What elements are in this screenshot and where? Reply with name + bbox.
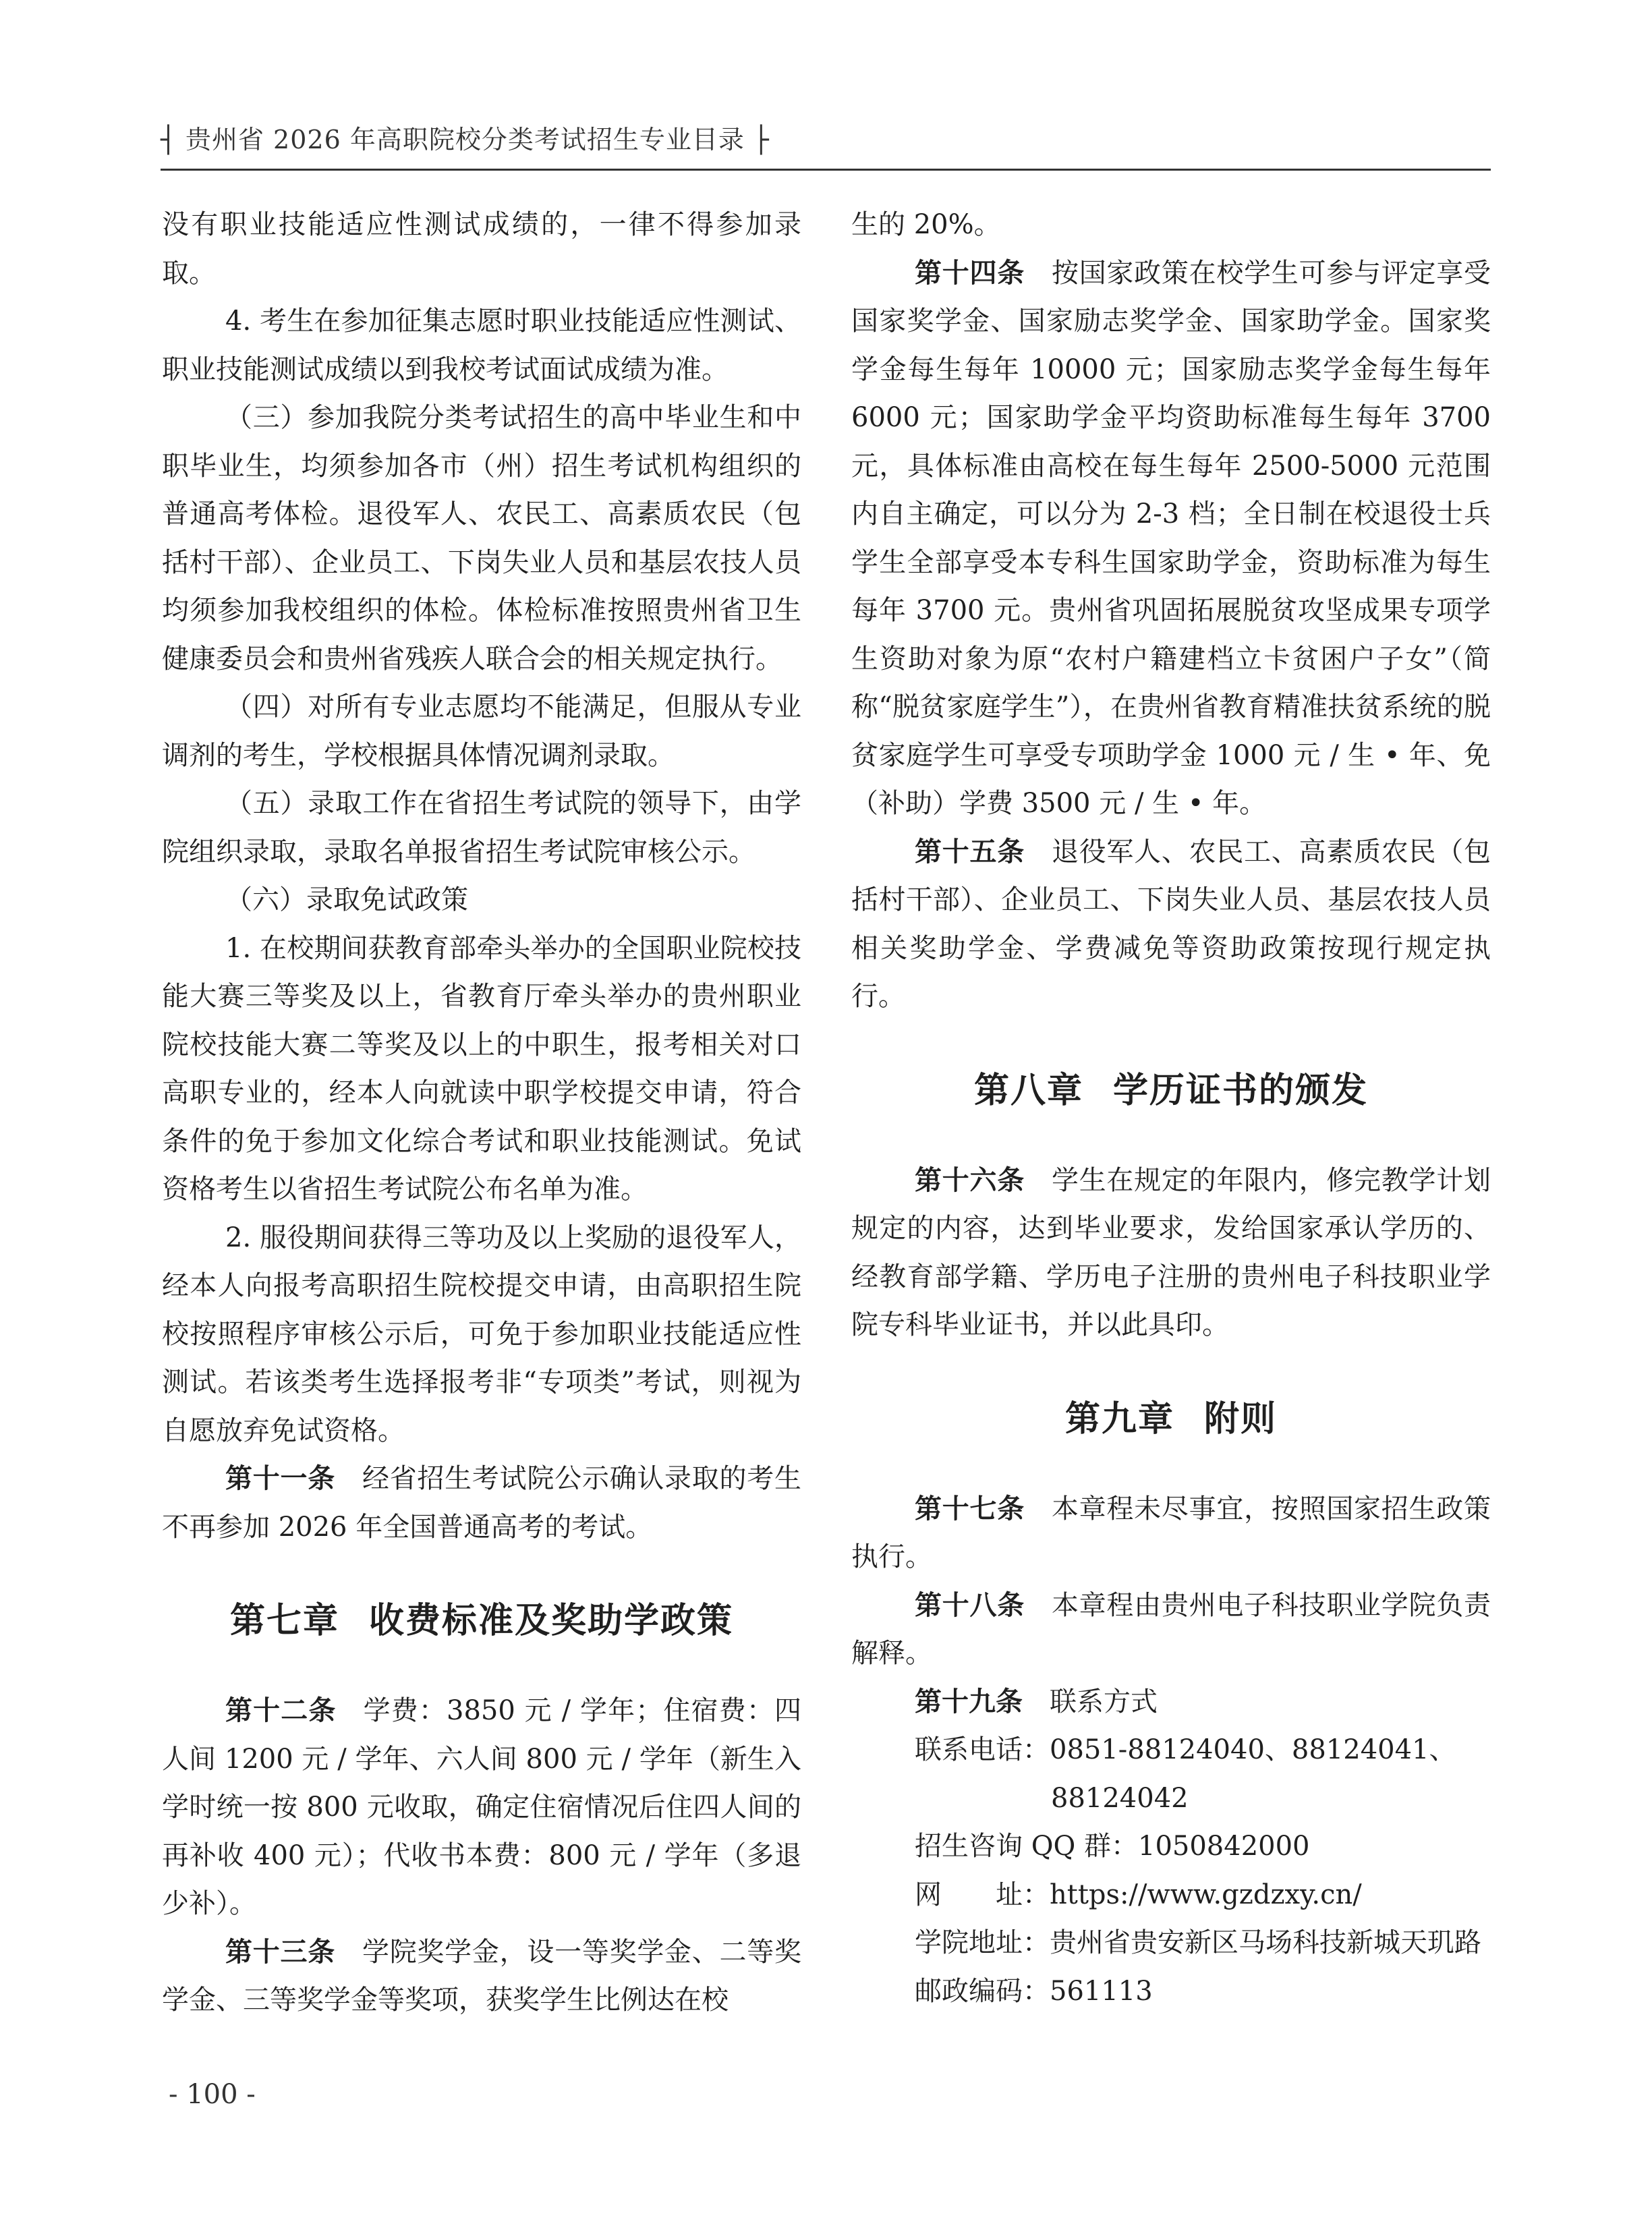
paragraph: 4. 考生在参加征集志愿时职业技能适应性测试、职业技能测试成绩以到我校考试面试成绩为准。 bbox=[162, 306, 801, 385]
article-label: 第十五条 bbox=[915, 836, 1025, 867]
page-number: - 100 - bbox=[169, 2079, 256, 2110]
chapter-number: 第九章 bbox=[1064, 1398, 1174, 1439]
paragraph: （五）录取工作在省招生考试院的领导下，由学院组织录取，录取名单报省招生考试院审核公示。 bbox=[162, 788, 801, 867]
paragraph: （六）录取免试政策 bbox=[225, 884, 468, 915]
contact-phone-continued: 88124042 bbox=[1051, 1782, 1189, 1814]
article-text: 本章程由贵州电子科技职业学院负责解释。 bbox=[851, 1589, 1491, 1669]
chapter-9-heading bbox=[851, 1390, 1491, 1441]
header-rule bbox=[161, 169, 1491, 171]
chapter-7-heading bbox=[162, 1592, 801, 1643]
article-label: 第十三条 bbox=[225, 1936, 335, 1968]
chapter-8-heading bbox=[851, 1062, 1491, 1112]
article-15 bbox=[851, 828, 1491, 1021]
article-label: 第十二条 bbox=[225, 1695, 337, 1726]
chapter-title: 附则 bbox=[1204, 1398, 1278, 1439]
contact-qq: 招生咨询 QQ 群：1050842000 bbox=[915, 1831, 1310, 1862]
article-11 bbox=[162, 1455, 801, 1551]
article-19 bbox=[851, 1678, 1491, 1727]
chapter-number: 第八章 bbox=[973, 1070, 1083, 1111]
paragraph: （四）对所有专业志愿均不能满足，但服从专业调剂的考生，学校根据具体情况调剂录取。 bbox=[162, 691, 801, 771]
article-label: 第十七条 bbox=[915, 1493, 1025, 1524]
article-label: 第十九条 bbox=[915, 1686, 1023, 1717]
article-label: 第十四条 bbox=[915, 257, 1025, 289]
article-text: 学费：3850 元 / 学年；住宿费：四人间 1200 元 / 学年、六人间 800 元 / 学年（新生入学时统一按 800 元收取，确定住宿情况后住四人间的再补收 400 元）；代收书本费：800 元 / 学年（多退少补）。 bbox=[162, 1695, 802, 1919]
article-text: 学院奖学金，设一等奖学金、二等奖学金、三等奖学金等奖项，获奖学生比例达在校 bbox=[162, 1936, 802, 2016]
paragraph: （三）参加我院分类考试招生的高中毕业生和中职毕业生，均须参加各市（州）招生考试机构组织的普通高考体检。退役军人、农民工、高素质农民（包括村干部）、企业员工、下岗失业人员和基层农技人员均须参加我校组织的体检。体检标准按照贵州省卫生健康委员会和贵州省残疾人联合会的相关规定执行。 bbox=[162, 402, 801, 675]
article-12 bbox=[162, 1687, 801, 1929]
article-17 bbox=[851, 1485, 1491, 1582]
left-column bbox=[162, 201, 801, 2025]
article-text: 经省招生考试院公示确认录取的考生不再参加 2026 年全国普通高考的考试。 bbox=[162, 1463, 802, 1543]
chapter-title: 收费标准及奖助学政策 bbox=[369, 1601, 734, 1641]
article-text: 本章程未尽事宜，按照国家招生政策执行。 bbox=[851, 1493, 1491, 1572]
article-label: 第十八条 bbox=[915, 1589, 1025, 1621]
article-label: 第十一条 bbox=[225, 1463, 335, 1494]
article-16 bbox=[851, 1157, 1491, 1350]
paragraph: 没有职业技能适应性测试成绩的，一律不得参加录取。 bbox=[162, 209, 801, 289]
contact-address: 学院地址：贵州省贵安新区马场科技新城天玑路 bbox=[915, 1927, 1481, 1958]
article-text: 按国家政策在校学生可参与评定享受国家奖学金、国家励志奖学金、国家助学金。国家奖学金每生每年 10000 元；国家励志奖学金每生每年 6000 元；国家助学金平均资助标准每生每年 3700 元，具体标准由高校在每生每年 2500-5000 元范围内自主确定，可以分为 2-3 档；全日制在校退役士兵学生全部享受本专科生国家助学金，资助标准为每生每年 3700 元。贵州省巩固拓展脱贫攻坚成果专项学生资助对象为原“农村户籍建档立卡贫困户子女”（简称“脱贫家庭学生”），在贵州省教育精准扶贫系统的脱贫家庭学生可享受专项助学金 1000 元 / 生 • 年、免（补助）学费 3500 元 / 生 • 年。 bbox=[851, 257, 1491, 819]
chapter-title: 学历证书的颁发 bbox=[1113, 1070, 1369, 1111]
chapter-number: 第七章 bbox=[229, 1601, 339, 1641]
article-13 bbox=[162, 1929, 801, 2025]
contact-postcode: 邮政编码：561113 bbox=[915, 1975, 1153, 2007]
article-label: 第十六条 bbox=[915, 1164, 1025, 1196]
article-text: 联系方式 bbox=[1050, 1686, 1158, 1717]
article-14 bbox=[851, 250, 1491, 828]
running-header: ┤ 贵州省 2026 年高职院校分类考试招生专业目录 ├ bbox=[161, 125, 770, 154]
contact-phone: 联系电话：0851-88124040、88124041、 bbox=[915, 1734, 1456, 1765]
article-18 bbox=[851, 1582, 1491, 1678]
right-column bbox=[851, 201, 1491, 2016]
paragraph: 2. 服役期间获得三等功及以上奖励的退役军人，经本人向报考高职招生院校提交申请，由高职招生院校按照程序审核公示后，可免于参加职业技能适应性测试。若该类考生选择报考非“专项类”考试，则视为自愿放弃免试资格。 bbox=[162, 1222, 801, 1446]
article-text: 学生在规定的年限内，修完教学计划规定的内容，达到毕业要求，发给国家承认学历的、经教育部学籍、学历电子注册的贵州电子科技职业学院专科毕业证书，并以此具印。 bbox=[851, 1164, 1491, 1340]
paragraph: 1. 在校期间获教育部牵头举办的全国职业院校技能大赛三等奖及以上，省教育厅牵头举办的贵州职业院校技能大赛二等奖及以上的中职生，报考相关对口高职专业的，经本人向就读中职学校提交申请，符合条件的免于参加文化综合考试和职业技能测试。免试资格考生以省招生考试院公布名单为准。 bbox=[162, 932, 801, 1205]
contact-website: 网 址：https://www.gzdzxy.cn/ bbox=[915, 1879, 1362, 1910]
article-text: 退役军人、农民工、高素质农民（包括村干部）、企业员工、下岗失业人员、基层农技人员相关奖助学金、学费减免等资助政策按现行规定执行。 bbox=[851, 836, 1491, 1012]
paragraph: 生的 20%。 bbox=[851, 209, 1001, 240]
